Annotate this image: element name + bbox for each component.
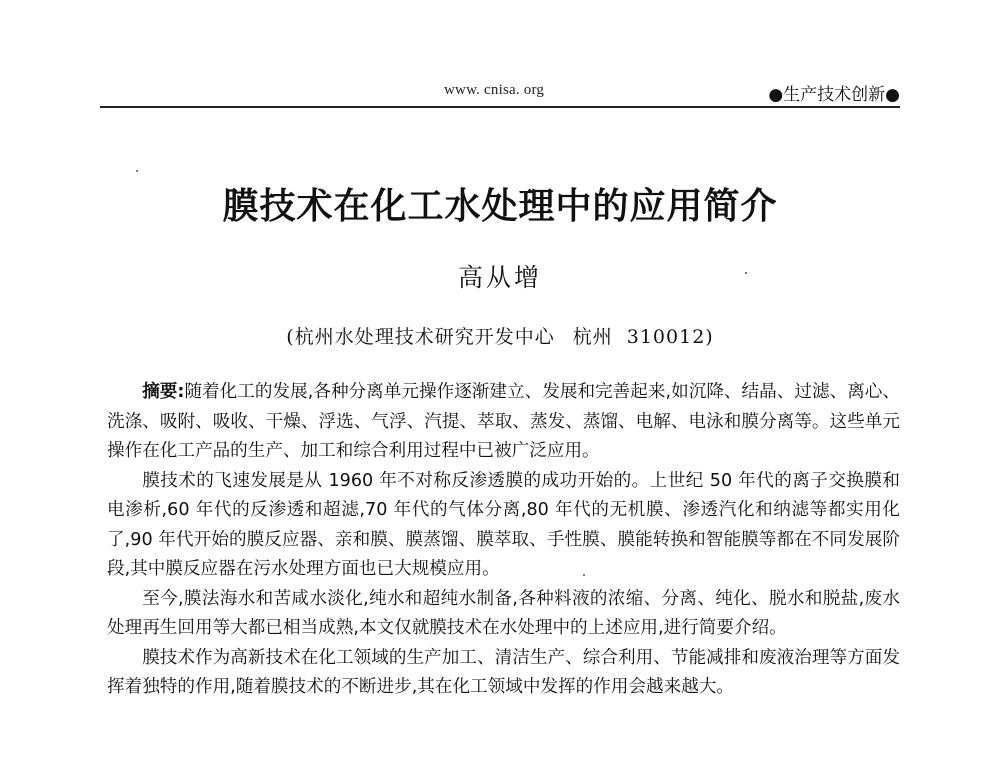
running-header	[100, 78, 900, 106]
abstract-text: 随着化工的发展,各种分离单元操作逐渐建立、发展和完善起来,如沉降、结晶、过滤、离心、洗涤、吸附、吸收、干燥、浮选、气浮、汽提、萃取、蒸发、蒸馏、电解、电泳和膜分离等。这些单元操作在化工产品的生产、加工和综合利用过程中已被广泛应用。	[107, 382, 900, 461]
affiliation-close-paren: )	[705, 326, 714, 348]
article-author: 高从增	[457, 263, 542, 292]
abstract-paragraph	[107, 378, 900, 467]
column-name: ●生产技术创新●	[768, 85, 900, 105]
article-title: 膜技术在化工水处理中的应用简介	[222, 185, 778, 227]
scan-speck	[136, 170, 138, 172]
body-paragraph: 至今,膜法海水和苦咸水淡化,纯水和超纯水制备,各种料液的浓缩、分离、纯化、脱水和脱盐,废水处理再生回用等大都已相当成熟,本文仅就膜技术在水处理中的上述应用,进行简要介绍。	[107, 588, 900, 638]
header-rule	[100, 106, 900, 108]
author-affiliation	[0, 322, 1000, 349]
affiliation-org: 杭州水处理技术研究开发中心	[294, 326, 555, 348]
body-paragraph: 膜技术的飞速发展是从 1960 年不对称反渗透膜的成功开始的。上世纪 50 年代的离子交换膜和电渗析,60 年代的反渗透和超滤,70 年代的气体分离,80 年代的无机膜、渗透汽化和纳滤等都实用化了,90 年代开始的膜反应器、亲和膜、膜蒸馏、膜萃取、手性膜、膜能转换和智能膜等都在不同发展阶段,其中膜反应器在污水处理方面也已大规模应用。	[107, 470, 900, 579]
body-paragraph: 膜技术作为高新技术在化工领域的生产加工、清洁生产、综合利用、节能减排和废液治理等方面发挥着独特的作用,随着膜技术的不断进步,其在化工领域中发挥的作用会越来越大。	[107, 647, 900, 697]
journal-url: www. cnisa. org	[444, 82, 545, 98]
affiliation-open-paren: (	[286, 326, 295, 348]
article-body	[107, 378, 900, 703]
affiliation-postcode: 310012	[626, 326, 706, 348]
abstract-label: 摘要:	[142, 382, 185, 402]
affiliation-city: 杭州	[572, 326, 613, 348]
